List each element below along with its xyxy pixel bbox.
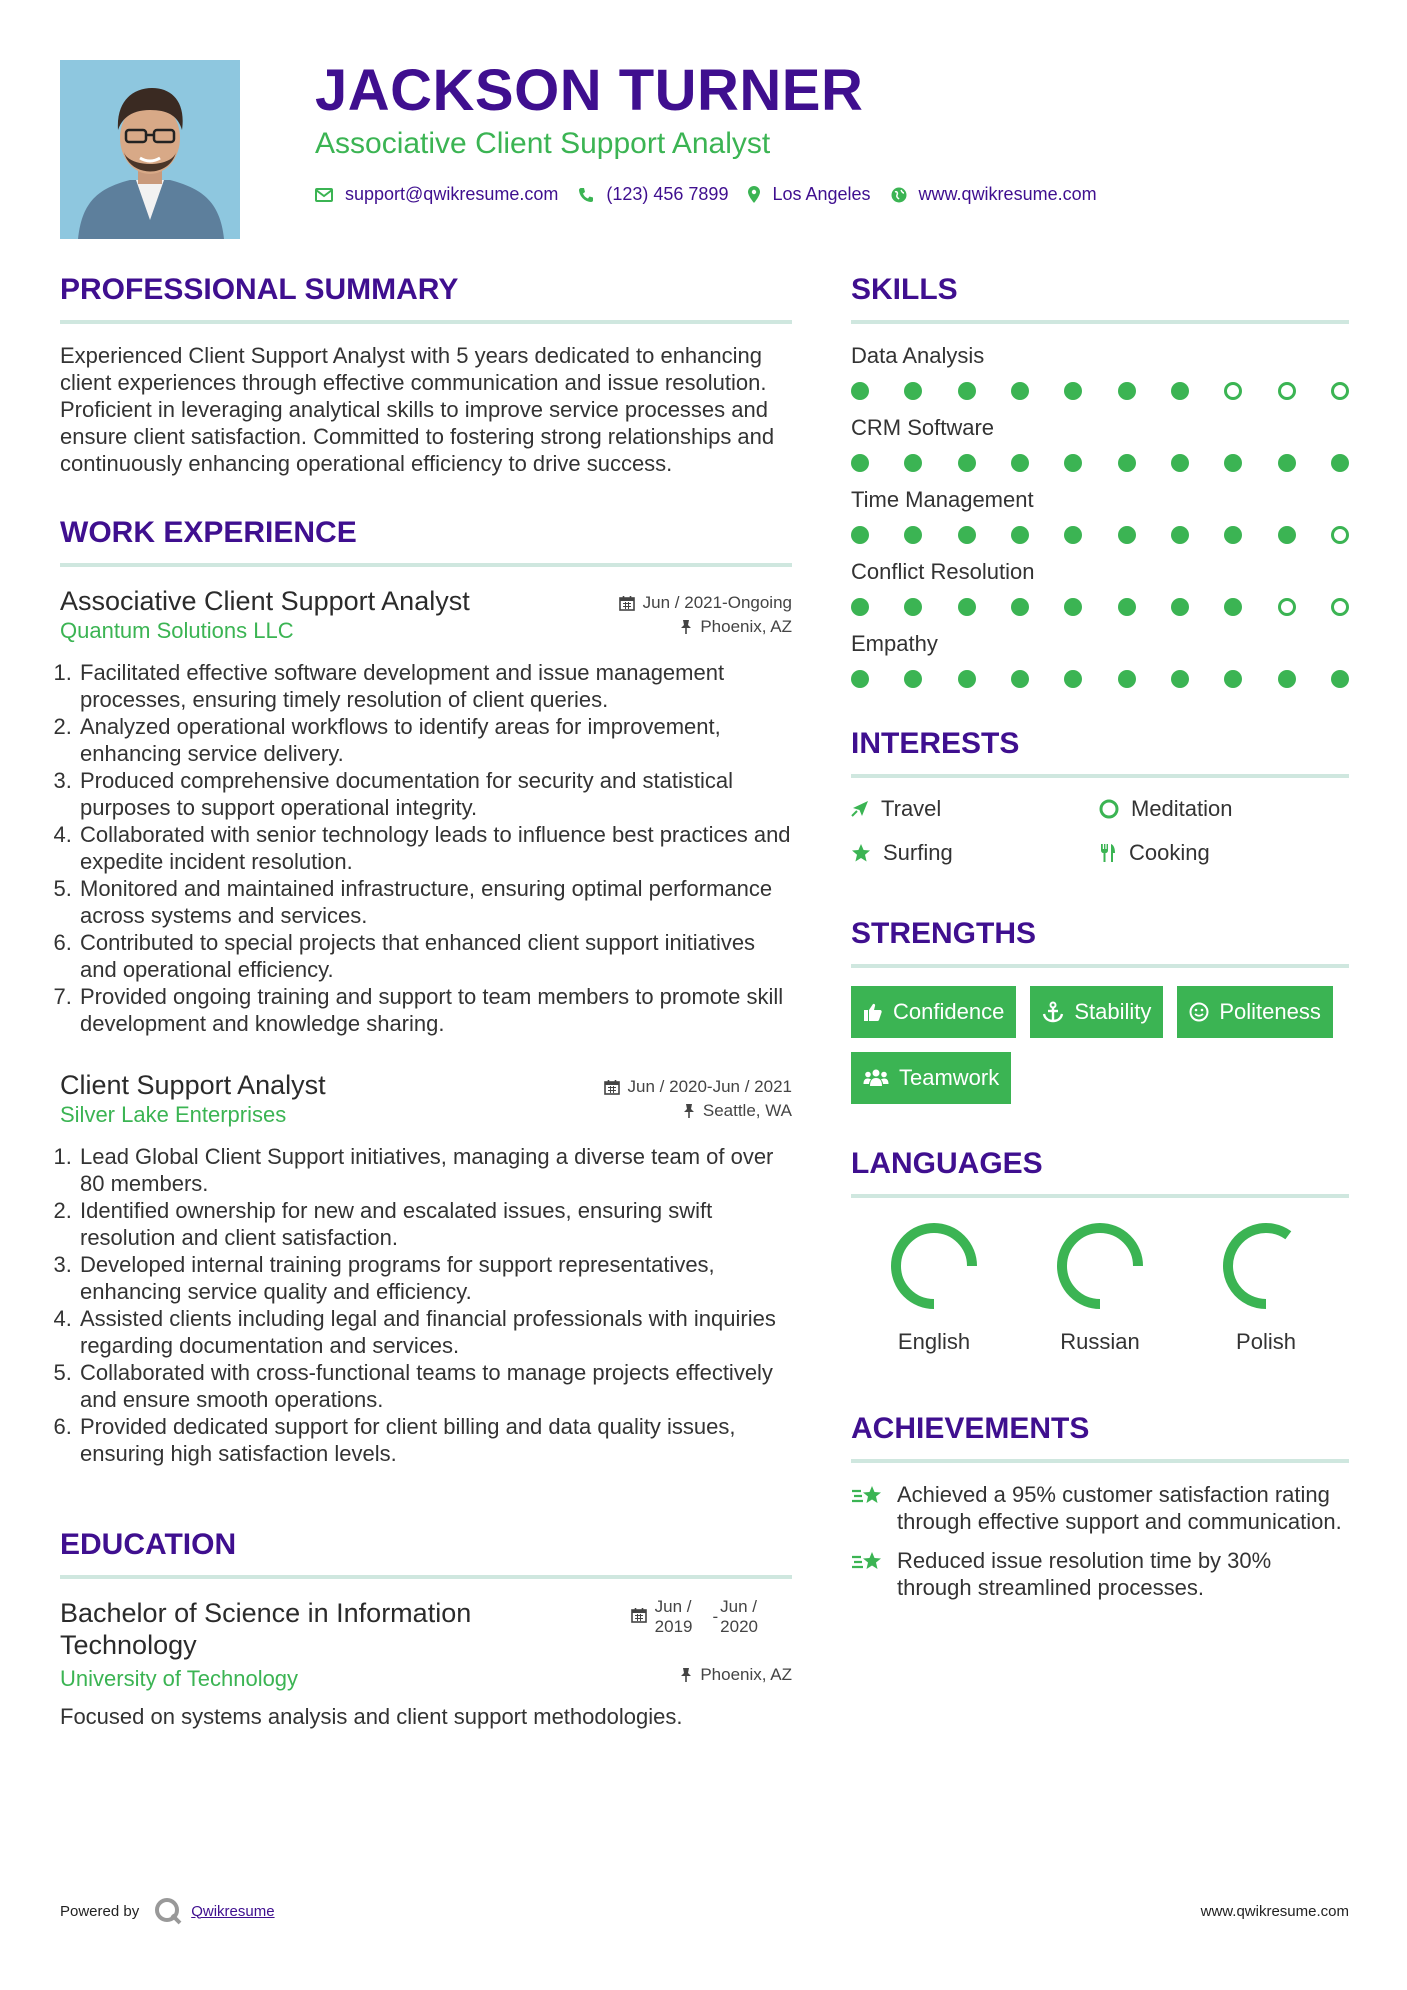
education-dates xyxy=(631,1597,792,1637)
job-bullets xyxy=(60,1143,792,1467)
achievements-section xyxy=(851,1409,1349,1601)
skill-rating xyxy=(851,454,1349,472)
rating-dot-filled xyxy=(958,670,976,688)
strength-badge xyxy=(1030,986,1163,1038)
right-column xyxy=(851,270,1349,1613)
rating-dot-filled xyxy=(851,670,869,688)
company-name: Quantum Solutions LLC xyxy=(60,618,294,643)
section-divider xyxy=(60,1575,792,1579)
job-title: Client Support Analyst xyxy=(60,1070,326,1100)
language-gauge-arc xyxy=(1062,1228,1138,1304)
skill-rating xyxy=(851,598,1349,616)
language-item xyxy=(1183,1216,1349,1355)
rating-dot-filled xyxy=(904,598,922,616)
interest-label: Meditation xyxy=(1131,796,1233,821)
list-item: 5. Monitored and maintained infrastructure, ensuring optimal performance across systems and services. xyxy=(78,875,792,929)
education-location xyxy=(680,1665,792,1685)
job-entry xyxy=(60,1069,792,1467)
strength-badge xyxy=(851,986,1016,1038)
rating-dot-filled xyxy=(1331,670,1349,688)
company-name: Silver Lake Enterprises xyxy=(60,1102,287,1127)
smile-icon xyxy=(1189,1002,1209,1022)
achievement-text: Achieved a 95% customer satisfaction rating through effective support and communication. xyxy=(897,1482,1342,1534)
school-name: University of Technology xyxy=(60,1666,299,1691)
job-dates xyxy=(619,593,792,613)
powered-by-text: Powered by xyxy=(60,1902,140,1920)
rating-dot-filled xyxy=(1171,454,1189,472)
achievement-item xyxy=(851,1547,1349,1601)
achievements-heading: ACHIEVEMENTS xyxy=(851,1412,1090,1445)
strength-label: Politeness xyxy=(1219,999,1321,1024)
skill-rating xyxy=(851,382,1349,400)
list-item: 1. Facilitated effective software development and issue management processes, ensuring timely resolution of client queries. xyxy=(78,659,792,713)
education-subheader xyxy=(60,1665,792,1693)
skill-rating xyxy=(851,526,1349,544)
summary-heading: PROFESSIONAL SUMMARY xyxy=(60,273,459,306)
date-separator: - xyxy=(712,1607,719,1626)
job-location xyxy=(683,1101,792,1121)
rating-dot-filled xyxy=(1011,454,1029,472)
candidate-name: JACKSON TURNER xyxy=(315,58,864,123)
pushpin-icon xyxy=(680,1667,692,1683)
start-date xyxy=(655,1597,693,1637)
brand-link[interactable]: Qwikresume xyxy=(191,1902,275,1920)
interests-section xyxy=(851,724,1349,866)
section-divider xyxy=(851,320,1349,324)
strength-label: Stability xyxy=(1074,999,1152,1024)
contact-phone[interactable] xyxy=(578,184,728,205)
rating-dot-filled xyxy=(904,382,922,400)
list-item: 2. Analyzed operational workflows to identify areas for improvement, enhancing service delivery. xyxy=(78,713,792,767)
contact-location xyxy=(748,184,870,205)
rating-dot-empty xyxy=(1278,598,1296,616)
strength-label: Teamwork xyxy=(899,1065,1000,1090)
section-divider xyxy=(60,320,792,324)
languages-section xyxy=(851,1144,1349,1355)
rating-dot-filled xyxy=(1064,454,1082,472)
rating-dot-filled xyxy=(904,670,922,688)
rating-dot-filled xyxy=(851,598,869,616)
job-location-text: Phoenix, AZ xyxy=(700,617,792,636)
rating-dot-empty xyxy=(1278,382,1296,400)
job-title: Associative Client Support Analyst xyxy=(60,586,470,616)
rating-dot-filled xyxy=(1224,454,1242,472)
footer xyxy=(60,1896,1349,1926)
qwikresume-logo-icon xyxy=(153,1896,183,1926)
skills-section xyxy=(851,270,1349,688)
experience-section xyxy=(60,513,792,1467)
rating-dot-filled xyxy=(958,526,976,544)
strength-badge xyxy=(851,1052,1011,1104)
contact-row xyxy=(315,184,1355,205)
rating-dot-filled xyxy=(1331,454,1349,472)
thumbs-up-icon xyxy=(863,1002,883,1022)
language-item xyxy=(851,1216,1017,1355)
skill-name: Empathy xyxy=(851,631,938,656)
shooting-star-icon xyxy=(851,1483,885,1509)
job-dates-text: Jun / 2020-Jun / 2021 xyxy=(627,1077,792,1096)
rating-dot-filled xyxy=(1224,670,1242,688)
rating-dot-filled xyxy=(1171,670,1189,688)
website-text: www.qwikresume.com xyxy=(918,184,1097,204)
rating-dot-filled xyxy=(851,382,869,400)
section-divider xyxy=(851,964,1349,968)
skill-rating xyxy=(851,670,1349,688)
job-dates-text: Jun / 2021-Ongoing xyxy=(642,593,792,612)
calendar-icon xyxy=(631,1607,647,1623)
interest-label: Travel xyxy=(881,796,942,821)
education-heading: EDUCATION xyxy=(60,1528,237,1561)
rating-dot-filled xyxy=(1064,526,1082,544)
list-item: 4. Collaborated with senior technology leads to influence best practices and expedite incident resolution. xyxy=(78,821,792,875)
language-item xyxy=(1017,1216,1183,1355)
phone-text: (123) 456 7899 xyxy=(606,184,729,204)
rating-dot-filled xyxy=(958,598,976,616)
education-note: Focused on systems analysis and client support methodologies. xyxy=(60,1704,683,1729)
rating-dot-filled xyxy=(1011,670,1029,688)
rating-dot-filled xyxy=(1171,382,1189,400)
rating-dot-filled xyxy=(1278,670,1296,688)
rating-dot-filled xyxy=(1171,598,1189,616)
language-gauge xyxy=(1216,1216,1316,1316)
list-item: 4. Assisted clients including legal and financial professionals with inquiries regarding documentation and services. xyxy=(78,1305,792,1359)
experience-heading: WORK EXPERIENCE xyxy=(60,516,357,549)
language-name: Russian xyxy=(1060,1329,1140,1354)
skill-name: Data Analysis xyxy=(851,343,985,368)
education-section xyxy=(60,1525,792,1730)
rating-dot-filled xyxy=(1224,598,1242,616)
rating-dot-filled xyxy=(1011,526,1029,544)
achievement-text: Reduced issue resolution time by 30% through streamlined processes. xyxy=(897,1548,1272,1600)
language-name: Polish xyxy=(1236,1329,1296,1354)
rating-dot-filled xyxy=(1224,526,1242,544)
rating-dot-filled xyxy=(958,454,976,472)
rating-dot-filled xyxy=(851,454,869,472)
strengths-section xyxy=(851,914,1349,1104)
job-bullets xyxy=(60,659,792,1037)
pushpin-icon xyxy=(680,619,692,635)
rating-dot-filled xyxy=(904,454,922,472)
list-item: 3. Developed internal training programs for support representatives, enhancing service quality and efficiency. xyxy=(78,1251,792,1305)
achievement-item xyxy=(851,1481,1349,1535)
strength-label: Confidence xyxy=(893,999,1005,1024)
skill-item xyxy=(851,630,1349,688)
rating-dot-filled xyxy=(1171,526,1189,544)
language-gauge-arc xyxy=(1228,1228,1288,1304)
interests-heading: INTERESTS xyxy=(851,727,1020,760)
start-date-line: Jun / xyxy=(654,1597,692,1616)
end-date xyxy=(720,1597,758,1637)
language-gauge-arc xyxy=(896,1228,972,1304)
skills-list xyxy=(851,342,1349,688)
footer-website[interactable]: www.qwikresume.com xyxy=(1200,1902,1349,1920)
end-date-year: 2020 xyxy=(720,1617,758,1636)
interest-label: Cooking xyxy=(1129,840,1210,865)
rating-dot-filled xyxy=(1011,598,1029,616)
job-entry xyxy=(60,585,792,1037)
rating-dot-filled xyxy=(1278,526,1296,544)
interest-item xyxy=(1099,840,1347,866)
job-subheader xyxy=(60,617,792,645)
rating-dot-empty xyxy=(1331,598,1349,616)
circle-icon xyxy=(1099,799,1119,819)
rating-dot-filled xyxy=(1278,454,1296,472)
rating-dot-filled xyxy=(1118,382,1136,400)
rating-dot-filled xyxy=(1011,382,1029,400)
skills-heading: SKILLS xyxy=(851,273,958,306)
list-item: 1. Lead Global Client Support initiatives, managing a diverse team of over 80 members. xyxy=(78,1143,792,1197)
rating-dot-empty xyxy=(1224,382,1242,400)
envelope-icon xyxy=(315,188,333,202)
rating-dot-filled xyxy=(1118,526,1136,544)
utensils-icon xyxy=(1099,843,1117,863)
list-item: 7. Provided ongoing training and support to team members to promote skill development and knowledge sharing. xyxy=(78,983,792,1037)
rating-dot-filled xyxy=(1118,454,1136,472)
job-header xyxy=(60,585,792,617)
interest-item xyxy=(851,840,1099,866)
strength-badge xyxy=(1177,986,1333,1038)
candidate-title: Associative Client Support Analyst xyxy=(315,127,771,160)
rating-dot-filled xyxy=(851,526,869,544)
summary-text: Experienced Client Support Analyst with 5 years dedicated to enhancing client experiences through effective communication and issue resolution. Proficient in leveraging analytical skills to improve service processes and ensure client satisfaction. Committed to fostering strong relationships and continuously enhancing operational efficiency to drive success. xyxy=(60,343,775,476)
strengths-heading: STRENGTHS xyxy=(851,917,1037,950)
rating-dot-filled xyxy=(1064,670,1082,688)
footer-brand xyxy=(60,1896,275,1926)
contact-website[interactable] xyxy=(891,184,1097,205)
header xyxy=(315,58,1355,205)
email-text: support@qwikresume.com xyxy=(345,184,559,204)
list-item: 6. Provided dedicated support for client billing and data quality issues, ensuring high satisfaction levels. xyxy=(78,1413,792,1467)
languages-list xyxy=(851,1216,1349,1355)
profile-photo xyxy=(60,60,240,239)
language-gauge xyxy=(884,1216,984,1316)
language-gauge xyxy=(1050,1216,1150,1316)
list-item: 6. Contributed to special projects that enhanced client support initiatives and operational efficiency. xyxy=(78,929,792,983)
skill-item xyxy=(851,414,1349,472)
section-divider xyxy=(851,774,1349,778)
rating-dot-empty xyxy=(1331,382,1349,400)
section-divider xyxy=(851,1459,1349,1463)
job-location-text: Seattle, WA xyxy=(702,1101,792,1120)
interests-list xyxy=(851,796,1349,866)
rating-dot-filled xyxy=(1118,598,1136,616)
location-text: Los Angeles xyxy=(772,184,871,204)
users-icon xyxy=(863,1068,889,1088)
section-divider xyxy=(851,1194,1349,1198)
job-subheader xyxy=(60,1101,792,1129)
globe-icon xyxy=(891,187,907,203)
rating-dot-filled xyxy=(904,526,922,544)
list-item: 3. Produced comprehensive documentation for security and statistical purposes to support operational integrity. xyxy=(78,767,792,821)
skill-item xyxy=(851,342,1349,400)
contact-email[interactable] xyxy=(315,184,558,205)
star-icon xyxy=(851,843,871,863)
rating-dot-filled xyxy=(1118,670,1136,688)
rating-dot-filled xyxy=(958,382,976,400)
list-item: 2. Identified ownership for new and escalated issues, ensuring swift resolution and client satisfaction. xyxy=(78,1197,792,1251)
rating-dot-filled xyxy=(1064,598,1082,616)
shooting-star-icon xyxy=(851,1549,885,1575)
calendar-icon xyxy=(604,1079,620,1095)
rating-dot-filled xyxy=(1064,382,1082,400)
interest-label: Surfing xyxy=(883,840,953,865)
map-pin-icon xyxy=(748,186,760,203)
calendar-icon xyxy=(619,595,635,611)
education-location-text: Phoenix, AZ xyxy=(700,1665,792,1684)
language-name: English xyxy=(897,1329,971,1354)
phone-icon xyxy=(578,187,594,203)
anchor-icon xyxy=(1042,1001,1064,1023)
job-location xyxy=(680,617,792,637)
languages-heading: LANGUAGES xyxy=(851,1147,1043,1180)
skill-name: Time Management xyxy=(851,487,1034,512)
strengths-list xyxy=(851,986,1349,1104)
job-dates xyxy=(604,1077,792,1097)
skill-name: Conflict Resolution xyxy=(851,559,1035,584)
interest-item xyxy=(851,796,1099,822)
skill-item xyxy=(851,558,1349,616)
rating-dot-empty xyxy=(1331,526,1349,544)
job-header xyxy=(60,1069,792,1101)
plane-icon xyxy=(851,800,869,818)
end-date-line: Jun / xyxy=(720,1597,758,1616)
pushpin-icon xyxy=(683,1103,695,1119)
left-column xyxy=(60,270,792,1730)
skill-name: CRM Software xyxy=(851,415,995,440)
degree-title: Bachelor of Science in Information Technology xyxy=(60,1598,472,1660)
summary-section xyxy=(60,270,792,477)
skill-item xyxy=(851,486,1349,544)
education-header xyxy=(60,1597,792,1661)
section-divider xyxy=(60,563,792,567)
list-item: 5. Collaborated with cross-functional teams to manage projects effectively and ensure smooth operations. xyxy=(78,1359,792,1413)
start-date-year: 2019 xyxy=(654,1617,693,1636)
interest-item xyxy=(1099,796,1347,822)
